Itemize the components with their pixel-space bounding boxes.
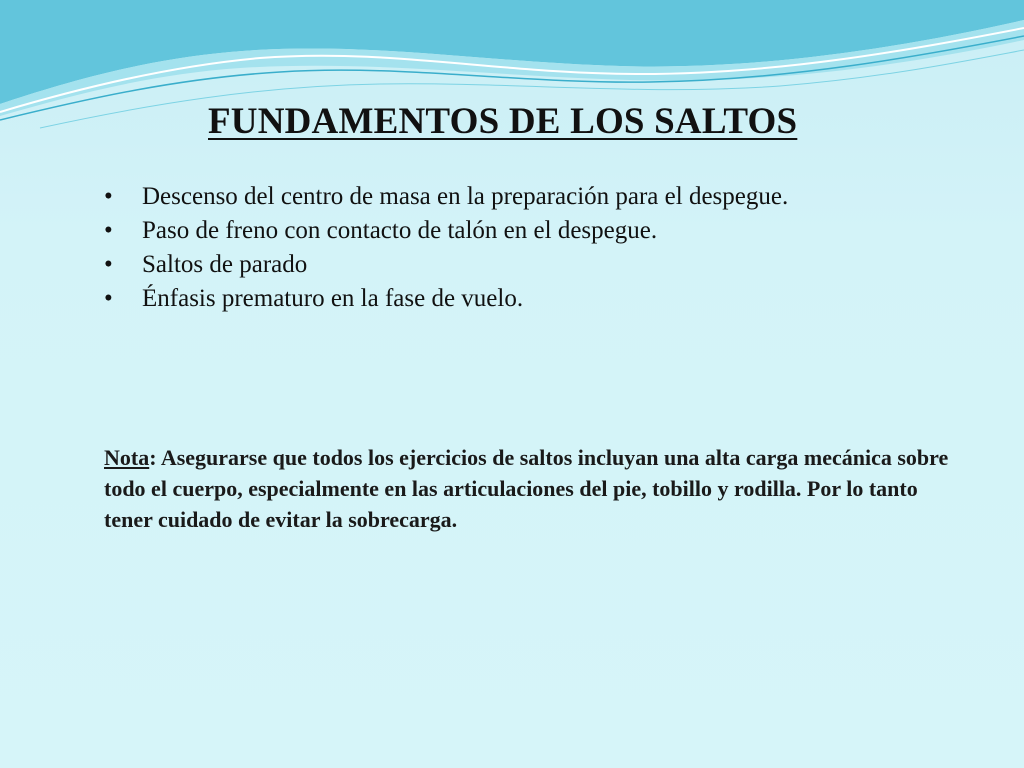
slide-title: FUNDAMENTOS DE LOS SALTOS	[208, 101, 798, 142]
list-item	[104, 248, 844, 282]
note-label: Nota	[104, 445, 150, 470]
bullet-text: Saltos de parado	[142, 251, 308, 278]
bullet-icon: •	[104, 251, 113, 278]
bullet-icon: •	[104, 217, 113, 244]
note-text: Asegurarse que todos los ejercicios de saltos incluyan una alta carga mecánica sobre todo el cuerpo, especialmente en las articulaciones del pie, tobillo y rodilla. Por lo tanto tener cuidado de evitar la sobrecarga.	[104, 445, 949, 532]
list-item	[104, 214, 844, 248]
note-separator: :	[149, 445, 157, 470]
bullet-text: Descenso del centro de masa en la preparación para el despegue.	[142, 183, 789, 210]
bullet-icon: •	[104, 285, 113, 312]
list-item	[104, 282, 844, 316]
bullet-text: Paso de freno con contacto de talón en el despegue.	[142, 217, 658, 244]
note-paragraph	[104, 442, 964, 535]
bullet-list	[104, 180, 844, 316]
bullet-icon: •	[104, 183, 113, 210]
list-item	[104, 180, 844, 214]
bullet-text: Énfasis prematuro en la fase de vuelo.	[142, 285, 524, 312]
